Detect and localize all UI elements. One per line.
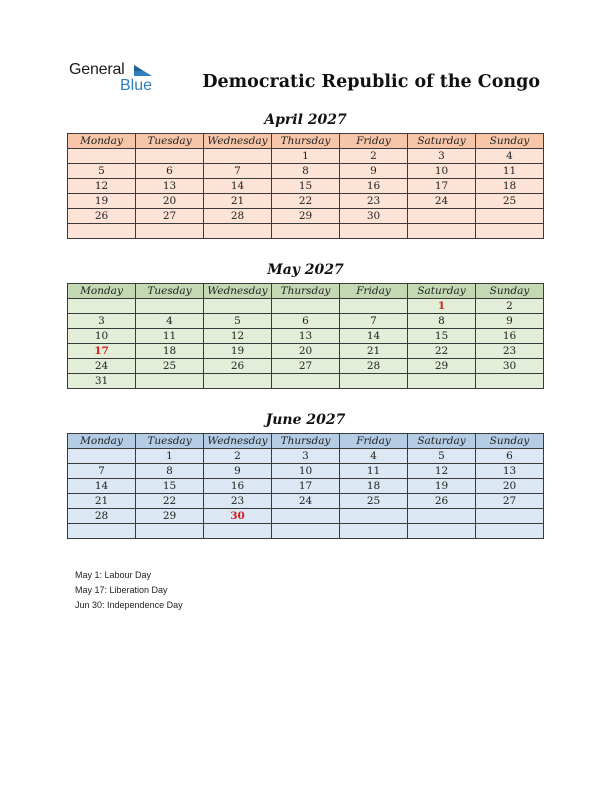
weekday-header-saturday: Saturday xyxy=(408,284,476,299)
week-row xyxy=(68,524,544,539)
day-cell: 8 xyxy=(408,314,476,329)
week-row xyxy=(68,464,544,479)
day-cell xyxy=(272,374,340,389)
day-cell: 24 xyxy=(272,494,340,509)
day-cell: 13 xyxy=(136,179,204,194)
day-cell: 15 xyxy=(136,479,204,494)
week-row xyxy=(68,209,544,224)
day-cell xyxy=(408,524,476,539)
day-cell xyxy=(476,224,544,239)
weekday-header-row xyxy=(68,434,544,449)
day-cell: 4 xyxy=(136,314,204,329)
week-row xyxy=(68,224,544,239)
week-row xyxy=(68,149,544,164)
weekday-header-monday: Monday xyxy=(68,284,136,299)
day-cell xyxy=(340,524,408,539)
weekday-header-thursday: Thursday xyxy=(272,134,340,149)
day-cell xyxy=(204,299,272,314)
day-cell xyxy=(204,149,272,164)
weekday-header-monday: Monday xyxy=(68,434,136,449)
day-cell: 24 xyxy=(68,359,136,374)
day-cell: 7 xyxy=(204,164,272,179)
day-cell: 5 xyxy=(68,164,136,179)
day-cell: 26 xyxy=(68,209,136,224)
day-cell: 29 xyxy=(408,359,476,374)
weekday-header-friday: Friday xyxy=(340,284,408,299)
day-cell: 4 xyxy=(476,149,544,164)
day-cell: 11 xyxy=(136,329,204,344)
weekday-header-tuesday: Tuesday xyxy=(136,284,204,299)
day-cell: 5 xyxy=(204,314,272,329)
day-cell: 30 xyxy=(476,359,544,374)
day-cell xyxy=(272,509,340,524)
day-cell xyxy=(476,209,544,224)
week-row xyxy=(68,194,544,209)
day-cell: 15 xyxy=(272,179,340,194)
day-cell: 12 xyxy=(408,464,476,479)
month-title-may: May 2027 xyxy=(267,262,344,278)
day-cell: 9 xyxy=(340,164,408,179)
day-cell xyxy=(136,224,204,239)
month-title-june: June 2027 xyxy=(265,412,346,428)
day-cell: 21 xyxy=(340,344,408,359)
day-cell: 20 xyxy=(136,194,204,209)
day-cell xyxy=(272,224,340,239)
day-cell: 16 xyxy=(476,329,544,344)
day-cell: 16 xyxy=(340,179,408,194)
week-row xyxy=(68,299,544,314)
day-cell: 26 xyxy=(204,359,272,374)
holiday-list xyxy=(75,568,183,613)
week-row xyxy=(68,314,544,329)
day-cell: 14 xyxy=(68,479,136,494)
day-cell: 24 xyxy=(408,194,476,209)
day-cell: 14 xyxy=(204,179,272,194)
day-cell: 25 xyxy=(476,194,544,209)
logo-word-blue: Blue xyxy=(120,77,153,94)
day-cell: 20 xyxy=(476,479,544,494)
day-cell: 23 xyxy=(340,194,408,209)
day-cell: 6 xyxy=(272,314,340,329)
day-cell: 7 xyxy=(340,314,408,329)
day-cell: 2 xyxy=(340,149,408,164)
day-cell: 29 xyxy=(136,509,204,524)
day-cell xyxy=(476,509,544,524)
day-cell xyxy=(68,524,136,539)
week-row xyxy=(68,509,544,524)
day-cell: 4 xyxy=(340,449,408,464)
holiday-item: May 1: Labour Day xyxy=(75,570,152,580)
day-cell: 16 xyxy=(204,479,272,494)
page-title: Democratic Republic of the Congo xyxy=(202,72,540,92)
week-row xyxy=(68,179,544,194)
day-cell: 17 xyxy=(408,179,476,194)
day-cell: 26 xyxy=(408,494,476,509)
day-cell: 25 xyxy=(136,359,204,374)
day-cell: 11 xyxy=(476,164,544,179)
day-cell: 11 xyxy=(340,464,408,479)
day-cell: 1 xyxy=(408,299,476,314)
day-cell xyxy=(408,374,476,389)
day-cell xyxy=(340,224,408,239)
day-cell: 17 xyxy=(272,479,340,494)
day-cell: 12 xyxy=(204,329,272,344)
day-cell: 10 xyxy=(272,464,340,479)
week-row xyxy=(68,329,544,344)
day-cell xyxy=(408,224,476,239)
day-cell: 3 xyxy=(272,449,340,464)
day-cell: 12 xyxy=(68,179,136,194)
day-cell: 3 xyxy=(408,149,476,164)
week-row xyxy=(68,449,544,464)
weekday-header-sunday: Sunday xyxy=(476,284,544,299)
weekday-header-wednesday: Wednesday xyxy=(204,434,272,449)
day-cell: 8 xyxy=(136,464,204,479)
day-cell: 27 xyxy=(476,494,544,509)
day-cell: 23 xyxy=(204,494,272,509)
holiday-item: May 17: Liberation Day xyxy=(75,585,168,595)
day-cell: 9 xyxy=(476,314,544,329)
week-row xyxy=(68,374,544,389)
day-cell: 2 xyxy=(204,449,272,464)
day-cell xyxy=(272,524,340,539)
calendar-may xyxy=(67,283,544,389)
day-cell: 19 xyxy=(68,194,136,209)
weekday-header-friday: Friday xyxy=(340,434,408,449)
day-cell: 27 xyxy=(272,359,340,374)
day-cell xyxy=(204,374,272,389)
day-cell: 19 xyxy=(408,479,476,494)
day-cell: 6 xyxy=(136,164,204,179)
week-row xyxy=(68,344,544,359)
day-cell: 28 xyxy=(68,509,136,524)
weekday-header-thursday: Thursday xyxy=(272,284,340,299)
day-cell: 22 xyxy=(272,194,340,209)
day-cell xyxy=(68,149,136,164)
day-cell: 30 xyxy=(340,209,408,224)
day-cell: 13 xyxy=(476,464,544,479)
day-cell: 3 xyxy=(68,314,136,329)
weekday-header-saturday: Saturday xyxy=(408,134,476,149)
holiday-item: Jun 30: Independence Day xyxy=(75,600,183,610)
weekday-header-monday: Monday xyxy=(68,134,136,149)
day-cell xyxy=(136,149,204,164)
week-row xyxy=(68,164,544,179)
weekday-header-sunday: Sunday xyxy=(476,134,544,149)
day-cell xyxy=(340,374,408,389)
calendar-june xyxy=(67,433,544,539)
month-title-april: April 2027 xyxy=(264,112,347,128)
day-cell xyxy=(68,299,136,314)
day-cell: 8 xyxy=(272,164,340,179)
day-cell: 21 xyxy=(68,494,136,509)
day-cell: 5 xyxy=(408,449,476,464)
weekday-header-row xyxy=(68,284,544,299)
day-cell: 22 xyxy=(408,344,476,359)
week-row xyxy=(68,479,544,494)
calendar-body xyxy=(68,299,544,389)
day-cell: 1 xyxy=(272,149,340,164)
day-cell xyxy=(408,509,476,524)
day-cell: 28 xyxy=(340,359,408,374)
logo xyxy=(69,61,159,97)
day-cell xyxy=(68,449,136,464)
day-cell: 14 xyxy=(340,329,408,344)
day-cell: 1 xyxy=(136,449,204,464)
calendar-body xyxy=(68,449,544,539)
weekday-header-row xyxy=(68,134,544,149)
weekday-header-tuesday: Tuesday xyxy=(136,434,204,449)
calendar-april xyxy=(67,133,544,239)
weekday-header-thursday: Thursday xyxy=(272,434,340,449)
day-cell: 25 xyxy=(340,494,408,509)
week-row xyxy=(68,494,544,509)
day-cell: 22 xyxy=(136,494,204,509)
day-cell xyxy=(476,374,544,389)
week-row xyxy=(68,359,544,374)
day-cell: 15 xyxy=(408,329,476,344)
logo-word-general: General xyxy=(69,61,125,78)
day-cell: 10 xyxy=(408,164,476,179)
weekday-header-tuesday: Tuesday xyxy=(136,134,204,149)
weekday-header-friday: Friday xyxy=(340,134,408,149)
weekday-header-wednesday: Wednesday xyxy=(204,134,272,149)
day-cell xyxy=(476,524,544,539)
day-cell xyxy=(136,299,204,314)
day-cell xyxy=(272,299,340,314)
weekday-header-sunday: Sunday xyxy=(476,434,544,449)
day-cell: 29 xyxy=(272,209,340,224)
day-cell: 23 xyxy=(476,344,544,359)
day-cell: 18 xyxy=(476,179,544,194)
weekday-header-wednesday: Wednesday xyxy=(204,284,272,299)
day-cell xyxy=(340,299,408,314)
day-cell xyxy=(408,209,476,224)
day-cell xyxy=(340,509,408,524)
day-cell xyxy=(136,524,204,539)
day-cell: 10 xyxy=(68,329,136,344)
day-cell: 28 xyxy=(204,209,272,224)
day-cell: 31 xyxy=(68,374,136,389)
day-cell xyxy=(204,524,272,539)
weekday-header-saturday: Saturday xyxy=(408,434,476,449)
day-cell: 17 xyxy=(68,344,136,359)
day-cell: 27 xyxy=(136,209,204,224)
day-cell: 30 xyxy=(204,509,272,524)
day-cell: 18 xyxy=(340,479,408,494)
day-cell xyxy=(204,224,272,239)
calendar-body xyxy=(68,149,544,239)
day-cell: 6 xyxy=(476,449,544,464)
day-cell xyxy=(136,374,204,389)
day-cell: 9 xyxy=(204,464,272,479)
day-cell xyxy=(68,224,136,239)
day-cell: 2 xyxy=(476,299,544,314)
day-cell: 20 xyxy=(272,344,340,359)
day-cell: 21 xyxy=(204,194,272,209)
day-cell: 7 xyxy=(68,464,136,479)
day-cell: 19 xyxy=(204,344,272,359)
day-cell: 13 xyxy=(272,329,340,344)
day-cell: 18 xyxy=(136,344,204,359)
